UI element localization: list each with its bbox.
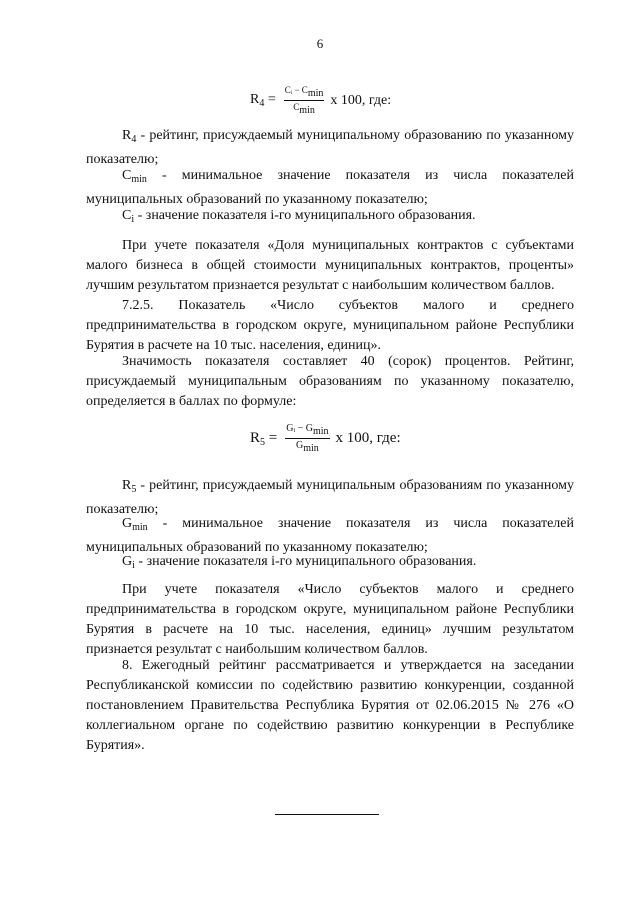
fraction-numerator: Gᵢ − Gmin [286,423,329,437]
paragraph-weight: Значимость показателя составляет 40 (сорок) процентов. Рейтинг, присуждаемый муниципальным образованиям по указанному показателю, определяется в баллах по формуле: [86,354,574,409]
formula-lhs: $R_4$ = [250,92,276,109]
paragraph-count-indicator: При учете показателя «Число субъектов малого и среднего предпринимательства в городском округе, муниципальном районе Республики Бурятия в расчете на 10 тыс. населения, единиц» лучшим результатом признается результат с наибольшим количеством баллов. [86,582,574,657]
fraction-denominator: Gmin [295,440,319,454]
page-number: 6 [316,36,324,51]
formula-r5 [250,423,401,454]
formula-fraction [284,85,325,116]
definition-r5: $R_5$ - рейтинг, присуждаемый муниципальным образованиям по указанному показателю; [86,478,574,517]
paragraph-7-2-5: 7.2.5. Показатель «Число субъектов малого и среднего предпринимательства в городском округе, муниципальном районе Республики Бурятия в расчете на 10 тыс. населения, единиц». [86,298,574,353]
formula-r4 [250,85,391,116]
paragraph-8: 8. Ежегодный рейтинг рассматривается и утверждается на заседании Республиканской комиссии по содействию развитию конкуренции, созданной постановлением Правительства Республика Бурятия от 02.06.2015 № 276 «О коллегиальном органе по содействию развитию конкуренции в Республике Бурятия». [86,658,574,753]
formula-tail: х 100, где: [330,92,392,108]
end-divider [275,814,379,815]
formula-tail: х 100, где: [335,430,401,446]
definition-r4: $R_4$ - рейтинг, присуждаемый муниципальному образованию по указанному показателю; [86,128,574,167]
fraction-numerator: Cᵢ − Cmin [284,85,324,99]
definition-cmin: $C_{min}$ - минимальное значение показателя из числа показателей муниципальных образований по указанному показателю; [86,168,574,207]
formula-fraction [285,423,329,454]
formula-lhs: $R_5$ = [250,429,278,448]
definition-gmin: $G_{min}$ - минимальное значение показателя из числа показателей муниципальных образований по указанному показателю; [86,516,574,555]
fraction-denominator: Cmin [293,102,315,116]
definition-gi: $G_i$ - значение показателя i-го муниципального образования. [122,554,477,571]
definition-ci: $C_i$ - значение показателя i-го муниципального образования. [122,208,476,225]
paragraph-share-indicator: При учете показателя «Доля муниципальных контрактов с субъектами малого бизнеса в общей стоимости муниципальных контрактов, проценты» лучшим результатом признается результат с наибольшим количеством баллов. [86,238,574,293]
